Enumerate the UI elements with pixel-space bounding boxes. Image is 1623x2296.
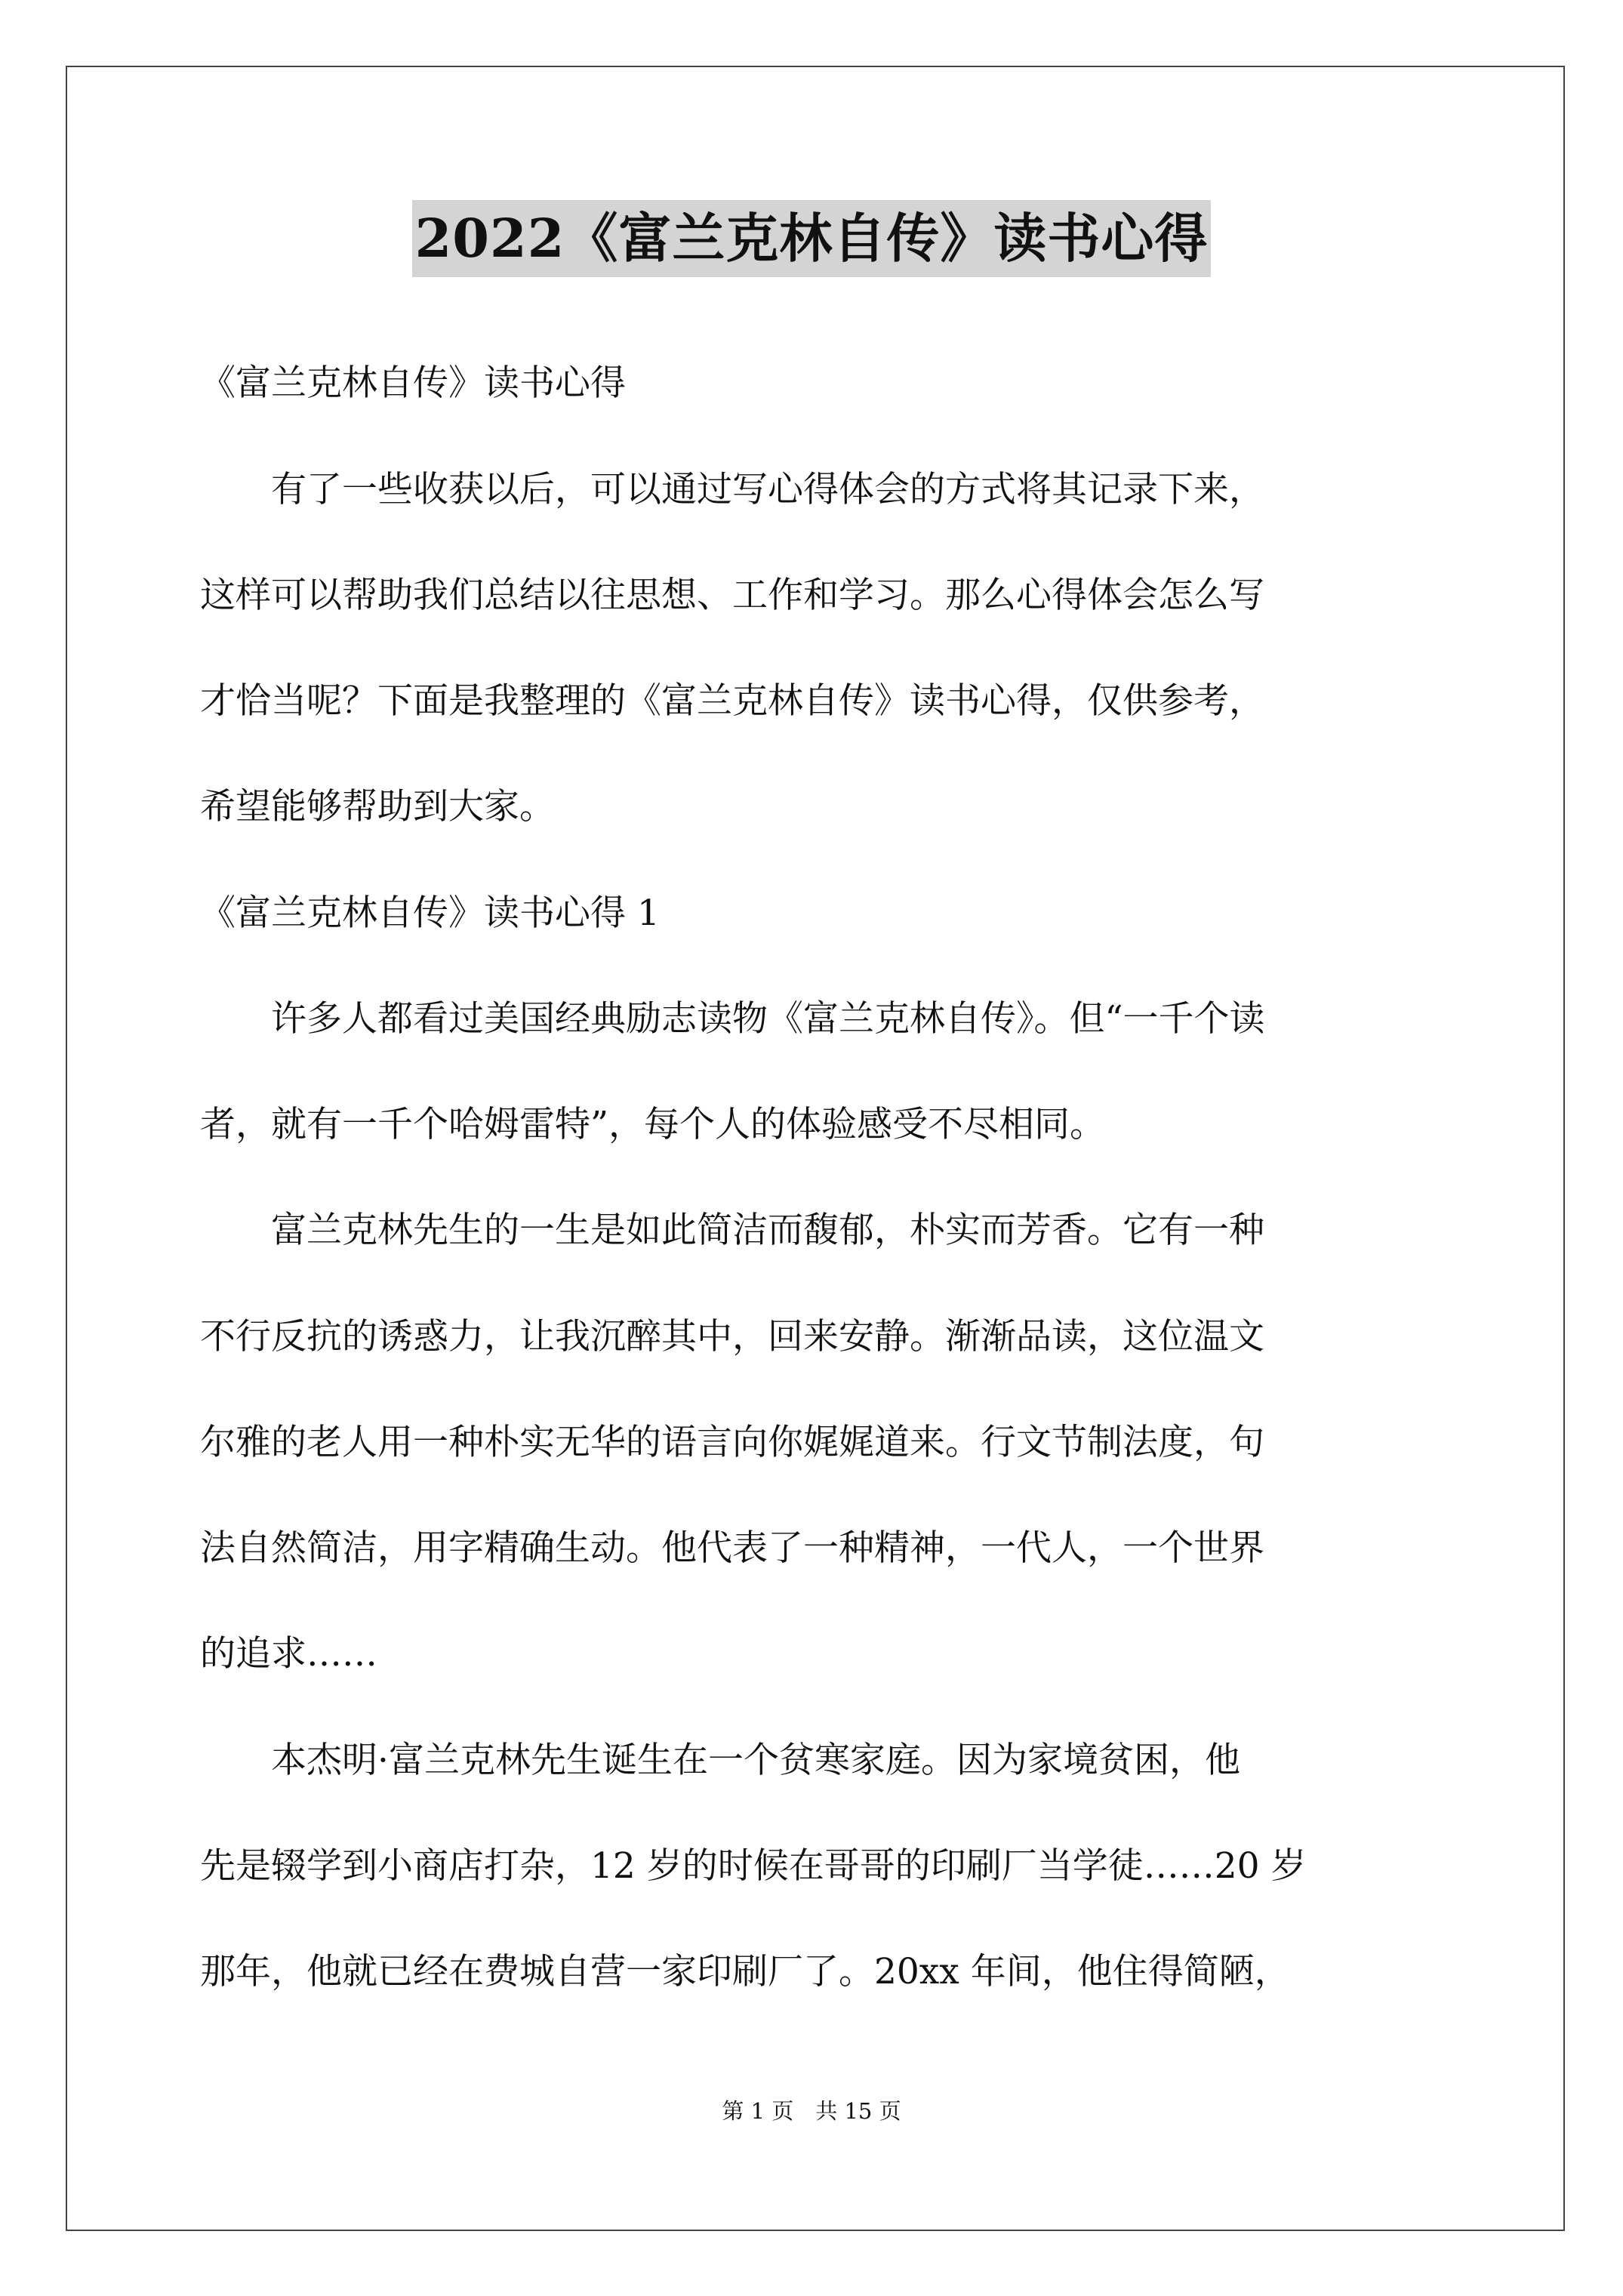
- page-footer: 第 1 页 共 15 页: [722, 2098, 901, 2124]
- body-line: 法自然简洁，用字精确生动。他代表了一种精神，一代人，一个世界: [200, 1527, 1264, 1569]
- body-line: 许多人都看过美国经典励志读物《富兰克林自传》。但“一千个读: [200, 998, 1265, 1040]
- body-line: 那年，他就已经在费城自营一家印刷厂了。20xx 年间，他住得简陋，: [200, 1951, 1290, 1992]
- body-line: 者，就有一千个哈姆雷特”，每个人的体验感受不尽相同。: [200, 1104, 1106, 1145]
- body-line: 的追求……: [200, 1633, 377, 1675]
- body-line: 才恰当呢？下面是我整理的《富兰克林自传》读书心得，仅供参考，: [200, 680, 1264, 722]
- body-line: 本杰明·富兰克林先生诞生在一个贫寒家庭。因为家境贫困，他: [200, 1740, 1240, 1781]
- document-title: 2022《富兰克林自传》读书心得: [412, 200, 1212, 277]
- section-heading: 《富兰克林自传》读书心得 1: [200, 892, 660, 934]
- body-line: 先是辍学到小商店打杂，12 岁的时候在哥哥的印刷厂当学徒……20 岁: [200, 1845, 1307, 1887]
- body-line: 希望能够帮助到大家。: [200, 786, 555, 827]
- body-line: 富兰克林先生的一生是如此简洁而馥郁，朴实而芳香。它有一种: [200, 1210, 1264, 1251]
- body-line: 不行反抗的诱惑力，让我沉醉其中，回来安静。渐渐品读，这位温文: [200, 1316, 1264, 1358]
- body-line: 有了一些收获以后，可以通过写心得体会的方式将其记录下来，: [200, 469, 1264, 510]
- body-line: 这样可以帮助我们总结以往思想、工作和学习。那么心得体会怎么写: [200, 575, 1264, 616]
- body-line: 尔雅的老人用一种朴实无华的语言向你娓娓道来。行文节制法度，句: [200, 1422, 1264, 1463]
- subtitle-line: 《富兰克林自传》读书心得: [200, 362, 626, 404]
